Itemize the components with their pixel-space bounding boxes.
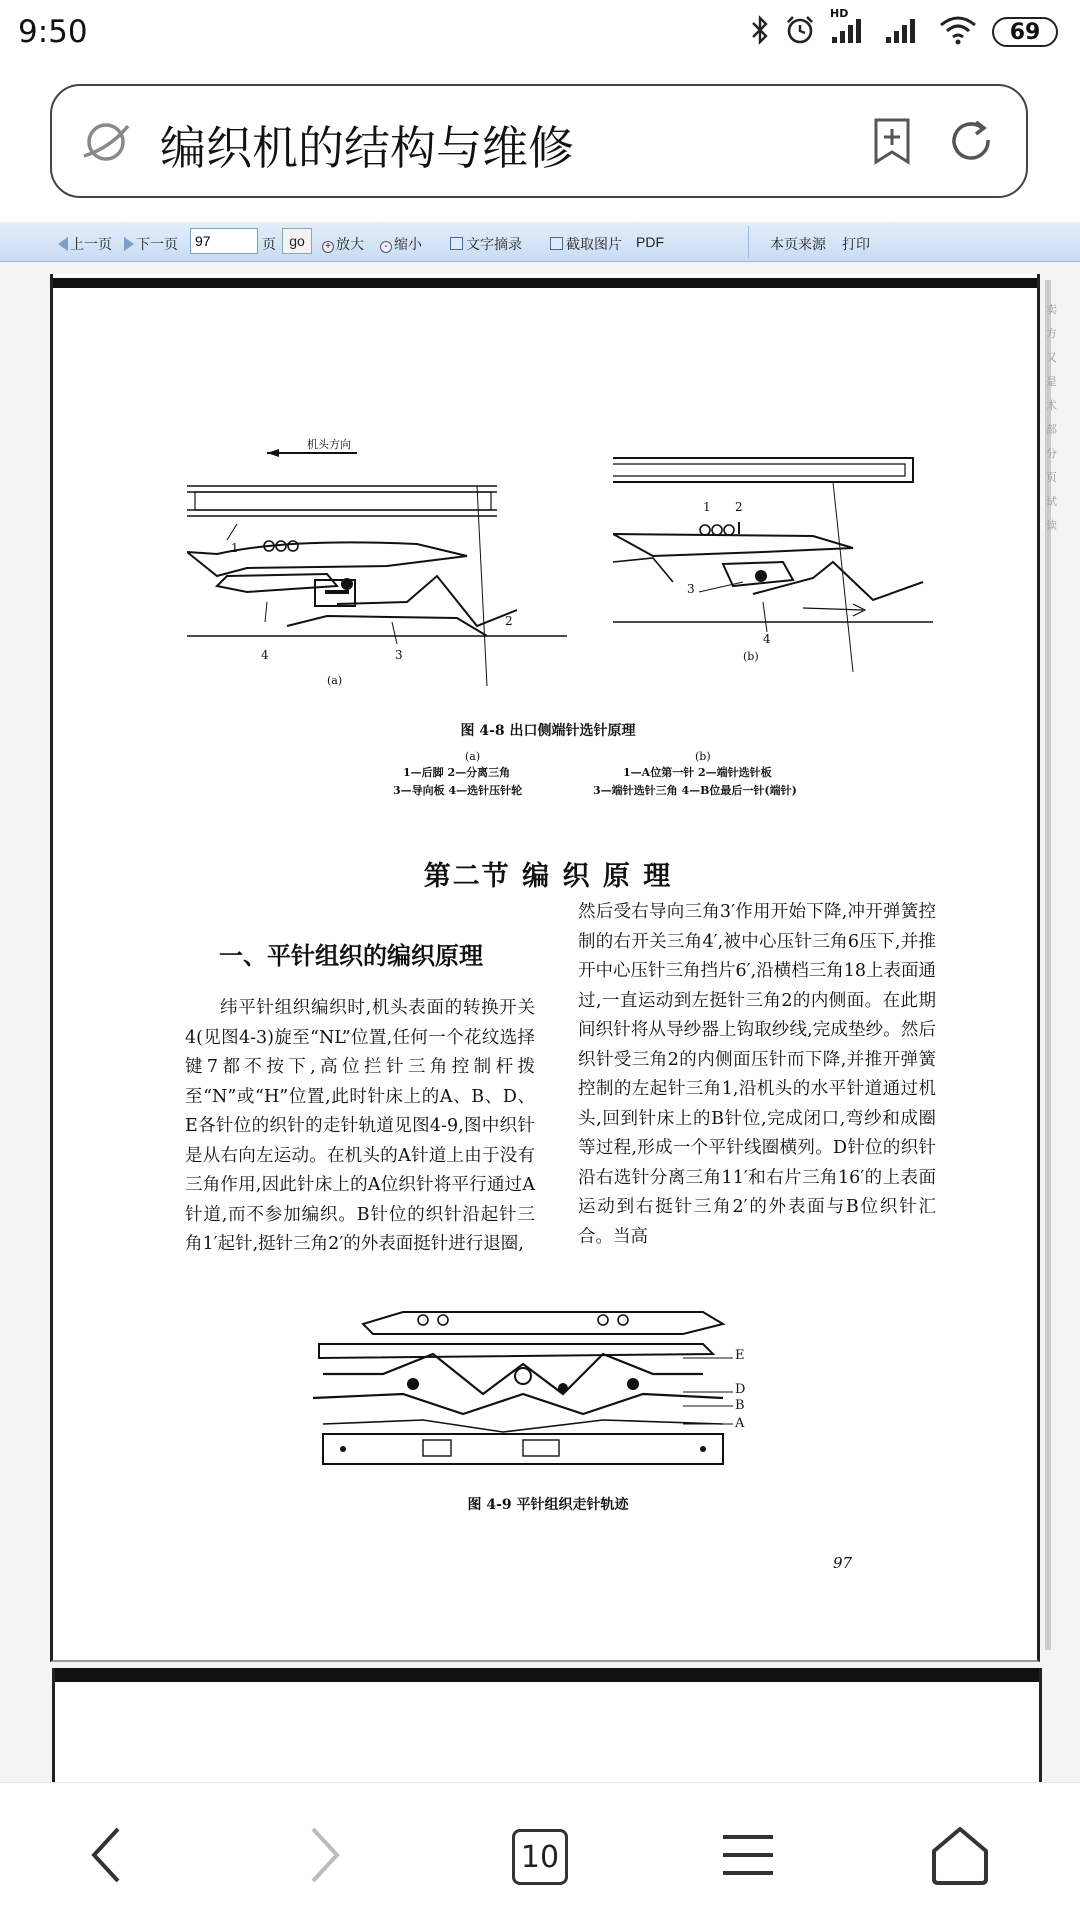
- legend-a-line-2: 3—导向板 4—选针压针轮: [393, 784, 523, 797]
- side-fragment: 读: [1046, 519, 1057, 532]
- fig-b-num-1: 1: [703, 500, 711, 514]
- source-link[interactable]: 本页来源: [770, 236, 826, 252]
- next-document-page: [52, 1668, 1042, 1782]
- figure-4-8-a: [187, 426, 567, 690]
- image-icon: [550, 237, 563, 250]
- side-fragment: 卖: [1046, 303, 1057, 316]
- print-link[interactable]: 打印: [842, 236, 870, 252]
- text-icon: [450, 237, 463, 250]
- track-label-a: A: [735, 1416, 745, 1431]
- page-number-input[interactable]: [190, 228, 258, 254]
- section-title: 第二节 编 织 原 理: [423, 861, 673, 892]
- document-page: [50, 274, 1040, 1662]
- figure-4-8-caption: 图 4-8 出口侧端针选针原理: [460, 723, 636, 739]
- capture-image-label: 截取图片: [566, 236, 622, 252]
- signal-icon: [884, 15, 924, 49]
- legend-a-label: (a): [465, 750, 481, 763]
- home-icon: [930, 1825, 990, 1889]
- page-title[interactable]: 编织机的结构与维修: [160, 121, 574, 175]
- fig-b-num-3: 3: [687, 582, 695, 596]
- side-fragment: 部: [1046, 423, 1057, 436]
- subsection-title: 一、平针组织的编织原理: [219, 942, 483, 970]
- legend-a-line-1: 1—后脚 2—分离三角: [403, 766, 511, 779]
- zoom-out-button[interactable]: [380, 234, 422, 254]
- figure-4-9-caption: 图 4-9 平针组织走针轨迹: [467, 1497, 629, 1513]
- side-fragment: 方: [1046, 327, 1057, 340]
- arrow-left-icon: [58, 237, 68, 251]
- status-bar: [0, 0, 1080, 72]
- back-button[interactable]: [66, 1817, 146, 1897]
- text-extract-button[interactable]: [450, 234, 522, 254]
- home-button[interactable]: [920, 1817, 1000, 1897]
- chevron-left-icon: [86, 1825, 126, 1889]
- track-label-d: D: [735, 1382, 746, 1397]
- next-page-button[interactable]: [124, 234, 178, 254]
- planet-logo-icon[interactable]: [80, 116, 132, 172]
- plus-icon: +: [322, 241, 334, 253]
- page-top-rule: [55, 1668, 1039, 1682]
- battery-indicator: 69: [992, 17, 1058, 47]
- legend-b-label: (b): [695, 750, 711, 763]
- page-unit-label: 页: [262, 236, 276, 252]
- fig-a-num-2: 2: [505, 614, 513, 628]
- pdf-button[interactable]: PDF: [636, 234, 664, 250]
- hd-signal-icon: [830, 7, 870, 49]
- reload-icon[interactable]: [946, 116, 996, 170]
- arrow-right-icon: [124, 237, 134, 251]
- minus-icon: -: [380, 241, 392, 253]
- side-fragment: 又: [1046, 351, 1057, 364]
- body-text-left: 纬平针组织编织时,机头表面的转换开关4(见图4-3)旋至“NL”位置,任何一个花纹选择键7都不按下,高位拦针三角控制杆拨至“N”或“H”位置,此时针床上的A、B、D、E各针位的织针的走针轨道见图4-9,图中织针是从右向左运动。在机头的A针道上由于没有三角作用,因此针床上的A位织针将平行通过A针道,而不参加编织。B针位的织针沿起针三角1′起针,挺针三角2′的外表面挺针进行退圈,: [185, 998, 535, 1254]
- zoom-in-button[interactable]: [322, 234, 364, 254]
- fig-b-num-4: 4: [763, 632, 771, 646]
- side-text-fragments: [1046, 298, 1064, 538]
- tabs-button[interactable]: [500, 1817, 580, 1897]
- side-fragment: 分: [1046, 447, 1057, 460]
- fig-b-num-2: 2: [735, 500, 743, 514]
- tab-count: 10: [520, 1839, 560, 1875]
- side-fragment: 是: [1046, 375, 1057, 388]
- text-extract-label: 文字摘录: [466, 236, 522, 252]
- side-fragment: 术: [1046, 399, 1057, 412]
- status-time: 9:50: [18, 14, 88, 50]
- figure-4-8-b: [613, 452, 933, 676]
- fig-b-label: (b): [743, 650, 759, 663]
- next-page-label: 下一页: [136, 236, 178, 252]
- viewer-toolbar: [0, 222, 1080, 262]
- page-top-rule: [53, 278, 1037, 288]
- prev-page-button[interactable]: [58, 234, 112, 254]
- status-icons: [750, 7, 1058, 50]
- prev-page-label: 上一页: [70, 236, 112, 252]
- page-number: 97: [833, 1554, 853, 1572]
- document-viewer[interactable]: [0, 262, 1080, 1782]
- zoom-out-label: 缩小: [394, 236, 422, 252]
- chevron-right-icon: [305, 1825, 345, 1889]
- zoom-in-label: 放大: [336, 236, 364, 252]
- fig-a-label: (a): [327, 674, 343, 687]
- body-text-right: 然后受右导向三角3′作用开始下降,冲开弹簧控制的右开关三角4′,被中心压针三角6压下,并推开中心压针三角挡片6′,沿横档三角18上表面通过,一直运动到左挺针三角2的内侧面。在此期间织针将从导纱器上钩取纱线,完成垫纱。然后织针受三角2的内侧面压针而下降,并推开弹簧控制的左起针三角1,沿机头的水平针道通过机头,回到针床上的B针位,完成闭口,弯纱和成圈等过程,形成一个平针线圈横列。D针位的织针沿右选针分离三角11′和右片三角16′的上表面运动到右挺针三角2′的外表面与B位织针汇合。当高: [578, 902, 936, 1247]
- fig-a-num-4: 4: [261, 648, 269, 662]
- side-fragment: 页: [1046, 471, 1057, 484]
- track-label-b: B: [735, 1398, 745, 1413]
- menu-button[interactable]: [708, 1817, 788, 1897]
- address-bar[interactable]: [50, 84, 1028, 198]
- alarm-icon: [784, 14, 816, 50]
- capture-image-button[interactable]: [550, 234, 622, 254]
- add-bookmark-icon[interactable]: [870, 116, 914, 170]
- toolbar-divider: [748, 226, 749, 258]
- figure-4-9: [303, 1304, 746, 1478]
- wifi-icon: [938, 15, 978, 49]
- legend-b-line-2: 3—端针选针三角 4—B位最后一针(端针): [593, 784, 797, 797]
- tabs-icon: [512, 1829, 568, 1885]
- fig-a-num-3: 3: [395, 648, 403, 662]
- fig-a-num-1: 1: [231, 541, 239, 555]
- bluetooth-icon: [750, 14, 770, 50]
- track-label-e: E: [735, 1348, 745, 1363]
- side-fragment: 试: [1046, 495, 1057, 508]
- legend-b-line-1: 1—A位第一针 2—端针选针板: [623, 766, 772, 779]
- bottom-navigation: [0, 1782, 1080, 1920]
- hamburger-menu-icon: [721, 1831, 775, 1883]
- hd-label: HD: [830, 7, 849, 20]
- direction-label: 机头方向: [307, 438, 351, 451]
- go-button[interactable]: go: [282, 228, 312, 254]
- forward-button[interactable]: [285, 1817, 365, 1897]
